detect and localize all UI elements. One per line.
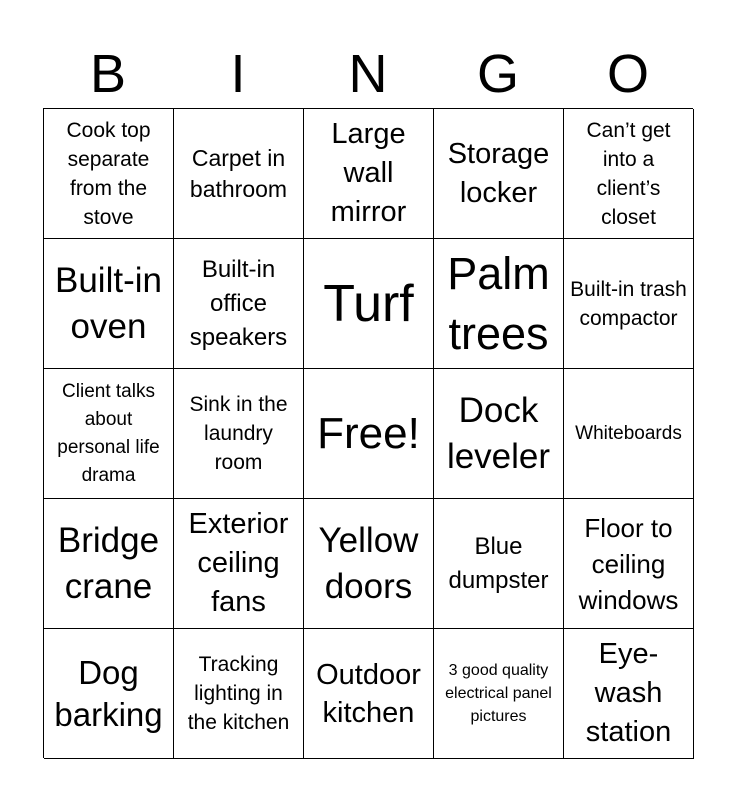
bingo-cell[interactable] [174, 369, 304, 499]
header-letter-i: I [230, 44, 246, 104]
header-letter-o: O [606, 44, 649, 104]
bingo-cell[interactable] [174, 499, 304, 629]
bingo-cell[interactable] [564, 499, 694, 629]
bingo-cell[interactable] [174, 109, 304, 239]
bingo-cell[interactable] [174, 629, 304, 759]
cell-label: Eye-wash station [585, 638, 672, 748]
cell-label: Large wall mirror [330, 118, 407, 228]
bingo-board [43, 108, 693, 758]
cell-label: Dock leveler [446, 390, 551, 476]
bingo-cell[interactable] [44, 109, 174, 239]
cell-label: Whiteboards [575, 422, 682, 444]
bingo-cell[interactable] [174, 239, 304, 369]
header-letter-b: B [89, 44, 127, 104]
cell-label: Built-in office speakers [189, 255, 288, 351]
bingo-cell[interactable] [304, 109, 434, 239]
cell-label: Client talks about personal life drama [57, 380, 160, 486]
bingo-cell[interactable] [434, 629, 564, 759]
header-letter-n: N [348, 44, 388, 104]
header-letter-g: G [476, 44, 519, 104]
cell-label: Exterior ceiling fans [188, 508, 289, 618]
cell-label: Tracking lighting in the kitchen [187, 653, 290, 734]
bingo-cell[interactable] [44, 369, 174, 499]
cell-label: Can’t get into a client’s closet [586, 118, 671, 229]
bingo-cell[interactable] [44, 499, 174, 629]
bingo-cell[interactable] [564, 629, 694, 759]
cell-label: Cook top separate from the stove [66, 118, 151, 229]
bingo-cell[interactable] [434, 499, 564, 629]
cell-label: Floor to ceiling windows [578, 512, 679, 615]
bingo-cell[interactable] [434, 369, 564, 499]
bingo-header [43, 40, 693, 108]
cell-label: Yellow doors [318, 520, 419, 606]
cell-label: Blue dumpster [448, 532, 549, 594]
bingo-cell[interactable] [434, 239, 564, 369]
bingo-cell[interactable] [44, 239, 174, 369]
cell-label: Carpet in bathroom [189, 144, 288, 202]
free-space-label: Free! [317, 408, 420, 458]
bingo-cell[interactable] [304, 629, 434, 759]
cell-label: Storage locker [447, 137, 550, 209]
bingo-cell[interactable] [564, 109, 694, 239]
bingo-cell[interactable] [434, 109, 564, 239]
cell-label: 3 good quality electrical panel pictures [445, 662, 552, 725]
cell-label: Built-in oven [55, 260, 162, 346]
cell-label: Outdoor kitchen [316, 658, 421, 729]
free-space-cell[interactable] [304, 369, 434, 499]
cell-label: Turf [323, 274, 414, 333]
bingo-cell[interactable] [304, 239, 434, 369]
cell-label: Bridge crane [57, 520, 160, 606]
cell-label: Sink in the laundry room [189, 393, 288, 474]
bingo-cell[interactable] [44, 629, 174, 759]
cell-label: Dog barking [54, 653, 163, 733]
cell-label: Built-in trash compactor [570, 277, 687, 330]
bingo-cell[interactable] [564, 369, 694, 499]
bingo-cell[interactable] [564, 239, 694, 369]
bingo-cell[interactable] [304, 499, 434, 629]
cell-label: Palm trees [447, 247, 550, 359]
